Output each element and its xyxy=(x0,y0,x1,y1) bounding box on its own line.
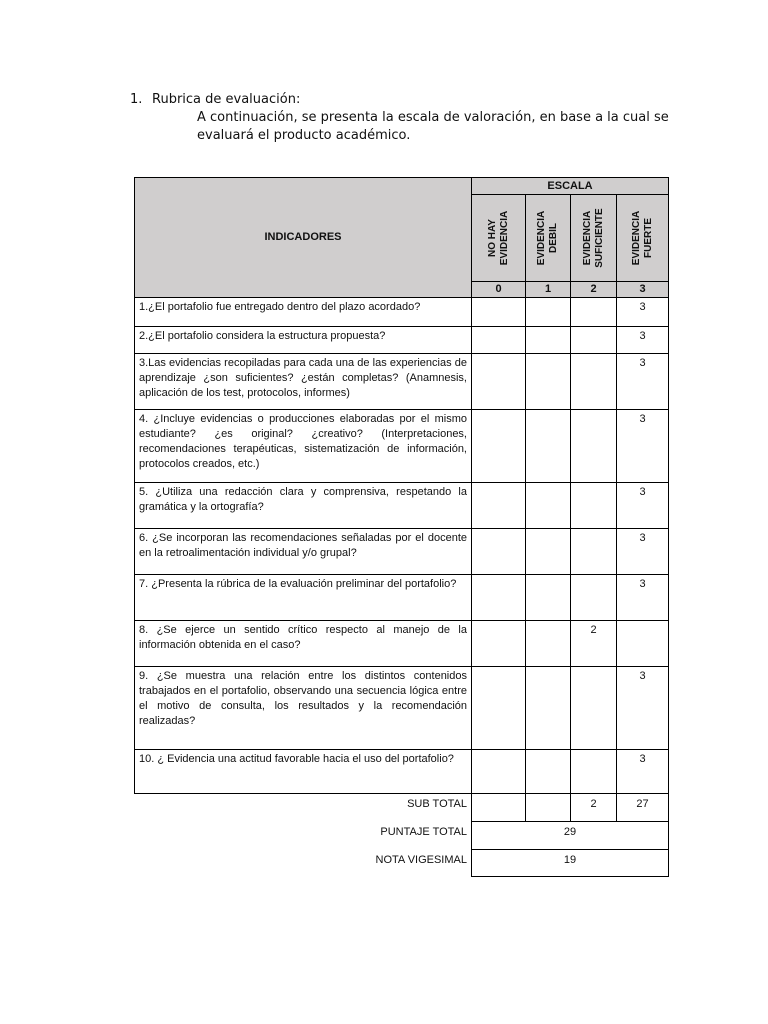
score-cell xyxy=(472,750,526,794)
level-header-cell xyxy=(472,195,526,282)
nota-vigesimal-value: 19 xyxy=(472,850,669,877)
score-cell xyxy=(526,327,571,354)
rubric-table xyxy=(134,177,669,877)
score-cell: 3 xyxy=(617,667,669,750)
table-row xyxy=(135,483,669,529)
level-label-3: EVIDENCIA FUERTE xyxy=(630,210,654,266)
subtotal-cell xyxy=(526,794,571,822)
level-label-2: EVIDENCIA SUFICIENTE xyxy=(581,208,605,268)
score-cell xyxy=(571,667,617,750)
level-value-3: 3 xyxy=(617,282,669,298)
level-header-cell xyxy=(526,195,571,282)
score-cell xyxy=(472,667,526,750)
section-heading: Rubrica de evaluación: xyxy=(152,92,301,107)
indicator-text: 8. ¿Se ejerce un sentido crítico respecto al manejo de la información obtenida en el caso? xyxy=(135,621,472,667)
score-cell xyxy=(472,483,526,529)
table-row xyxy=(135,667,669,750)
table-row xyxy=(135,621,669,667)
level-header-cell xyxy=(617,195,669,282)
score-cell xyxy=(571,750,617,794)
table-row xyxy=(135,750,669,794)
puntaje-total-value: 29 xyxy=(472,822,669,850)
level-value-2: 2 xyxy=(571,282,617,298)
score-cell xyxy=(526,483,571,529)
score-cell: 3 xyxy=(617,410,669,483)
level-header-cell xyxy=(571,195,617,282)
subtotal-label: SUB TOTAL xyxy=(135,794,472,822)
score-cell: 3 xyxy=(617,483,669,529)
score-cell xyxy=(571,575,617,621)
indicator-text: 7. ¿Presenta la rúbrica de la evaluación preliminar del portafolio? xyxy=(135,575,472,621)
indicator-text: 4. ¿Incluye evidencias o producciones elaboradas por el mismo estudiante? ¿es original? ¿creativo? (Interpretaciones, recomendaciones terapéuticas, sistematización de información, protocolos creados, etc.) xyxy=(135,410,472,483)
score-cell: 3 xyxy=(617,575,669,621)
score-cell xyxy=(571,354,617,410)
score-cell xyxy=(526,621,571,667)
score-cell xyxy=(526,529,571,575)
table-row xyxy=(135,575,669,621)
level-label-1: EVIDENCIA DEBIL xyxy=(536,210,559,266)
level-value-1: 1 xyxy=(526,282,571,298)
score-cell xyxy=(571,529,617,575)
score-cell xyxy=(526,354,571,410)
score-cell: 3 xyxy=(617,354,669,410)
table-row xyxy=(135,327,669,354)
score-cell xyxy=(571,298,617,327)
score-cell xyxy=(472,354,526,410)
table-row xyxy=(135,298,669,327)
score-cell: 3 xyxy=(617,298,669,327)
score-cell xyxy=(472,575,526,621)
section-number: 1. xyxy=(130,92,143,107)
score-cell xyxy=(617,621,669,667)
scale-header: ESCALA xyxy=(472,178,669,195)
score-cell xyxy=(526,575,571,621)
score-cell xyxy=(526,298,571,327)
indicators-header: INDICADORES xyxy=(135,178,472,298)
score-cell xyxy=(571,327,617,354)
table-row xyxy=(135,529,669,575)
score-cell: 2 xyxy=(571,621,617,667)
score-cell xyxy=(526,750,571,794)
table-row xyxy=(135,354,669,410)
score-cell xyxy=(571,483,617,529)
score-cell xyxy=(472,621,526,667)
indicator-text: 9. ¿Se muestra una relación entre los distintos contenidos trabajados en el portafolio, observando una secuencia lógica entre el motivo de consulta, los resultados y la recomendación realizadas? xyxy=(135,667,472,750)
level-value-0: 0 xyxy=(472,282,526,298)
indicator-text: 5. ¿Utiliza una redacción clara y comprensiva, respetando la gramática y la ortografía? xyxy=(135,483,472,529)
level-label-0: NO HAY EVIDENCIA xyxy=(486,210,510,266)
subtotal-cell xyxy=(472,794,526,822)
indicator-text: 1.¿El portafolio fue entregado dentro del plazo acordado? xyxy=(135,298,472,327)
puntaje-total-label: PUNTAJE TOTAL xyxy=(135,822,472,850)
indicator-text: 10. ¿ Evidencia una actitud favorable hacia el uso del portafolio? xyxy=(135,750,472,794)
score-cell xyxy=(526,410,571,483)
indicator-text: 2.¿El portafolio considera la estructura propuesta? xyxy=(135,327,472,354)
score-cell xyxy=(472,410,526,483)
indicator-text: 6. ¿Se incorporan las recomendaciones señaladas por el docente en la retroalimentación individual y/o grupal? xyxy=(135,529,472,575)
indicator-text: 3.Las evidencias recopiladas para cada una de las experiencias de aprendizaje ¿son suficientes? ¿están completas? (Anamnesis, aplicación de los test, protocolos, informes) xyxy=(135,354,472,410)
score-cell: 3 xyxy=(617,529,669,575)
subtotal-cell: 27 xyxy=(617,794,669,822)
score-cell xyxy=(472,298,526,327)
score-cell: 3 xyxy=(617,750,669,794)
intro-section xyxy=(130,91,690,145)
nota-vigesimal-label: NOTA VIGESIMAL xyxy=(135,850,472,877)
indicator-rows xyxy=(135,298,669,794)
score-cell xyxy=(571,410,617,483)
score-cell xyxy=(472,529,526,575)
score-cell xyxy=(472,327,526,354)
score-cell xyxy=(526,667,571,750)
subtotal-cell: 2 xyxy=(571,794,617,822)
score-cell: 3 xyxy=(617,327,669,354)
section-description: A continuación, se presenta la escala de valoración, en base a la cual se evaluará el producto académico. xyxy=(197,110,669,143)
intro-heading-line xyxy=(130,91,690,109)
table-row xyxy=(135,410,669,483)
